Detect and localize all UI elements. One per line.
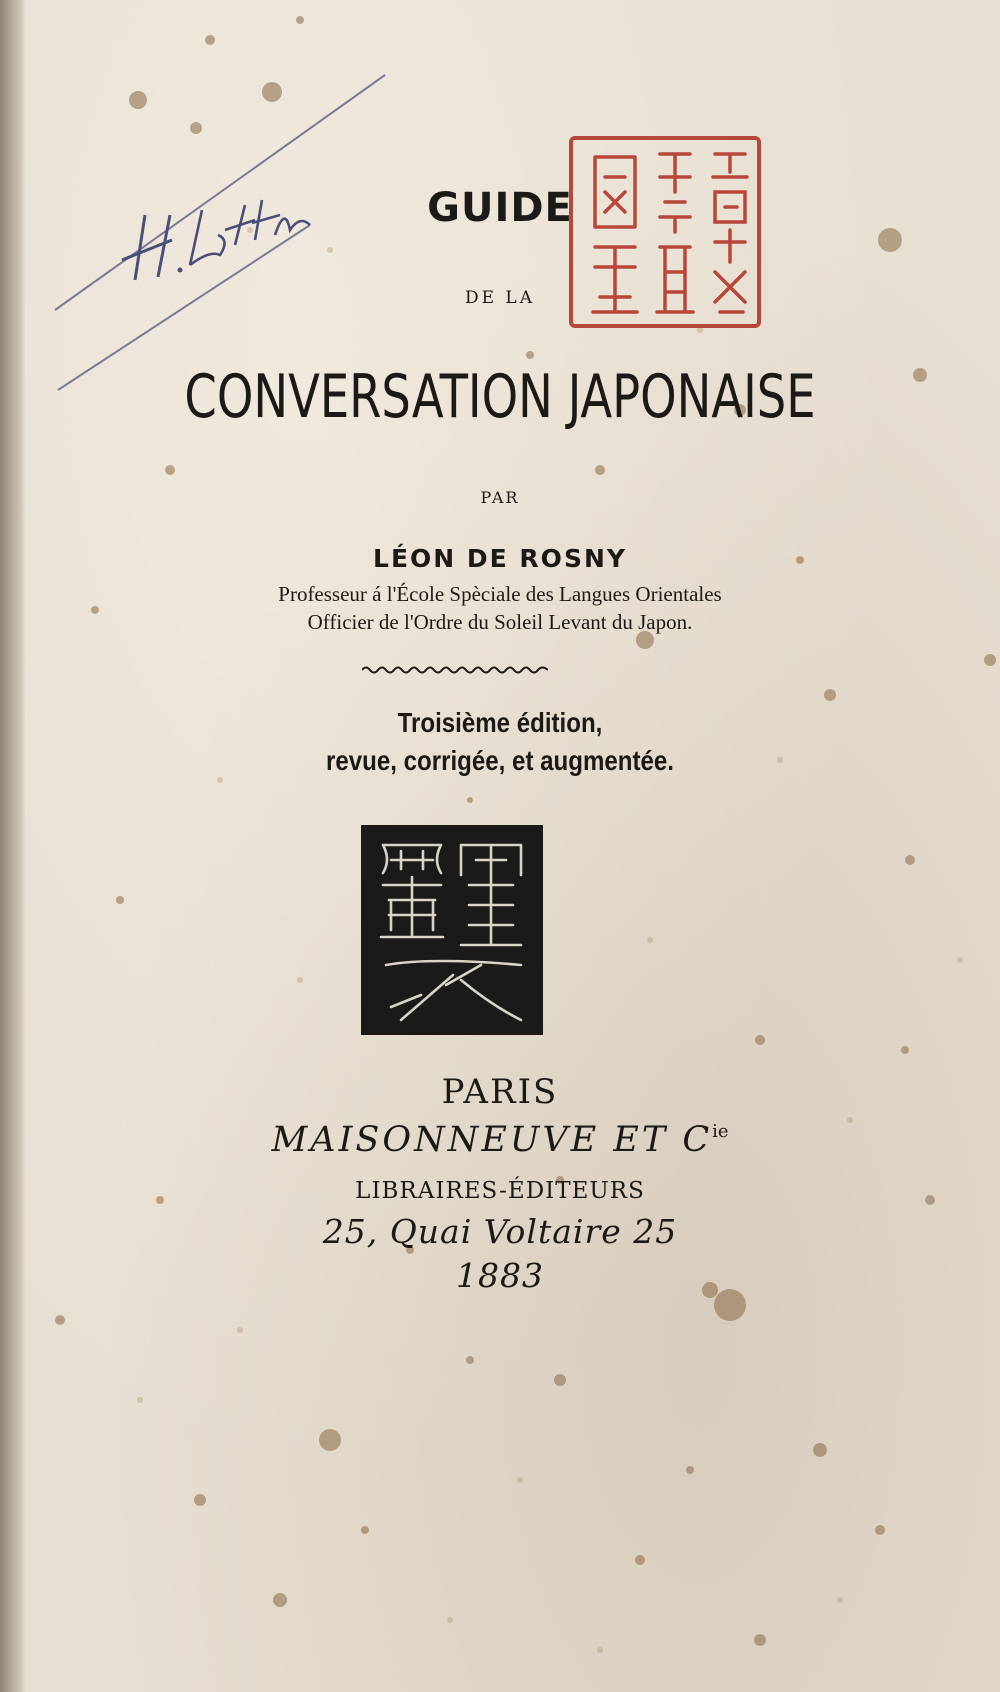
title-conversation-japonaise: CONVERSATION JAPONAISE (184, 362, 816, 432)
title-guide: GUIDE (427, 185, 573, 231)
imprint-address: 25, Quai Voltaire 25 (322, 1212, 678, 1251)
edition-line-2: revue, corrigée, et augmentée. (326, 745, 674, 776)
title-de-la: DE LA (464, 288, 535, 308)
imprint-city: PARIS (441, 1072, 559, 1112)
by-line: PAR (480, 488, 520, 507)
author-name: LÉON DE ROSNY (373, 544, 627, 573)
author-credential-1: Professeur á l'École Spèciale des Langues Orientales (278, 582, 722, 606)
publisher-name: MAISONNEUVE ET C (271, 1120, 713, 1160)
imprint-publisher (0, 1120, 1000, 1160)
publisher-suffix: ie (712, 1121, 729, 1142)
imprint-year: 1883 (456, 1256, 544, 1295)
edition-line-1: Troisième édition, (397, 707, 603, 738)
black-seal-emblem (361, 825, 543, 1035)
author-credential-2: Officier de l'Ordre du Soleil Levant du Japon. (307, 610, 693, 634)
imprint-publisher-role: LIBRAIRES-ÉDITEURS (355, 1178, 645, 1204)
wavy-rule-ornament (362, 664, 548, 676)
